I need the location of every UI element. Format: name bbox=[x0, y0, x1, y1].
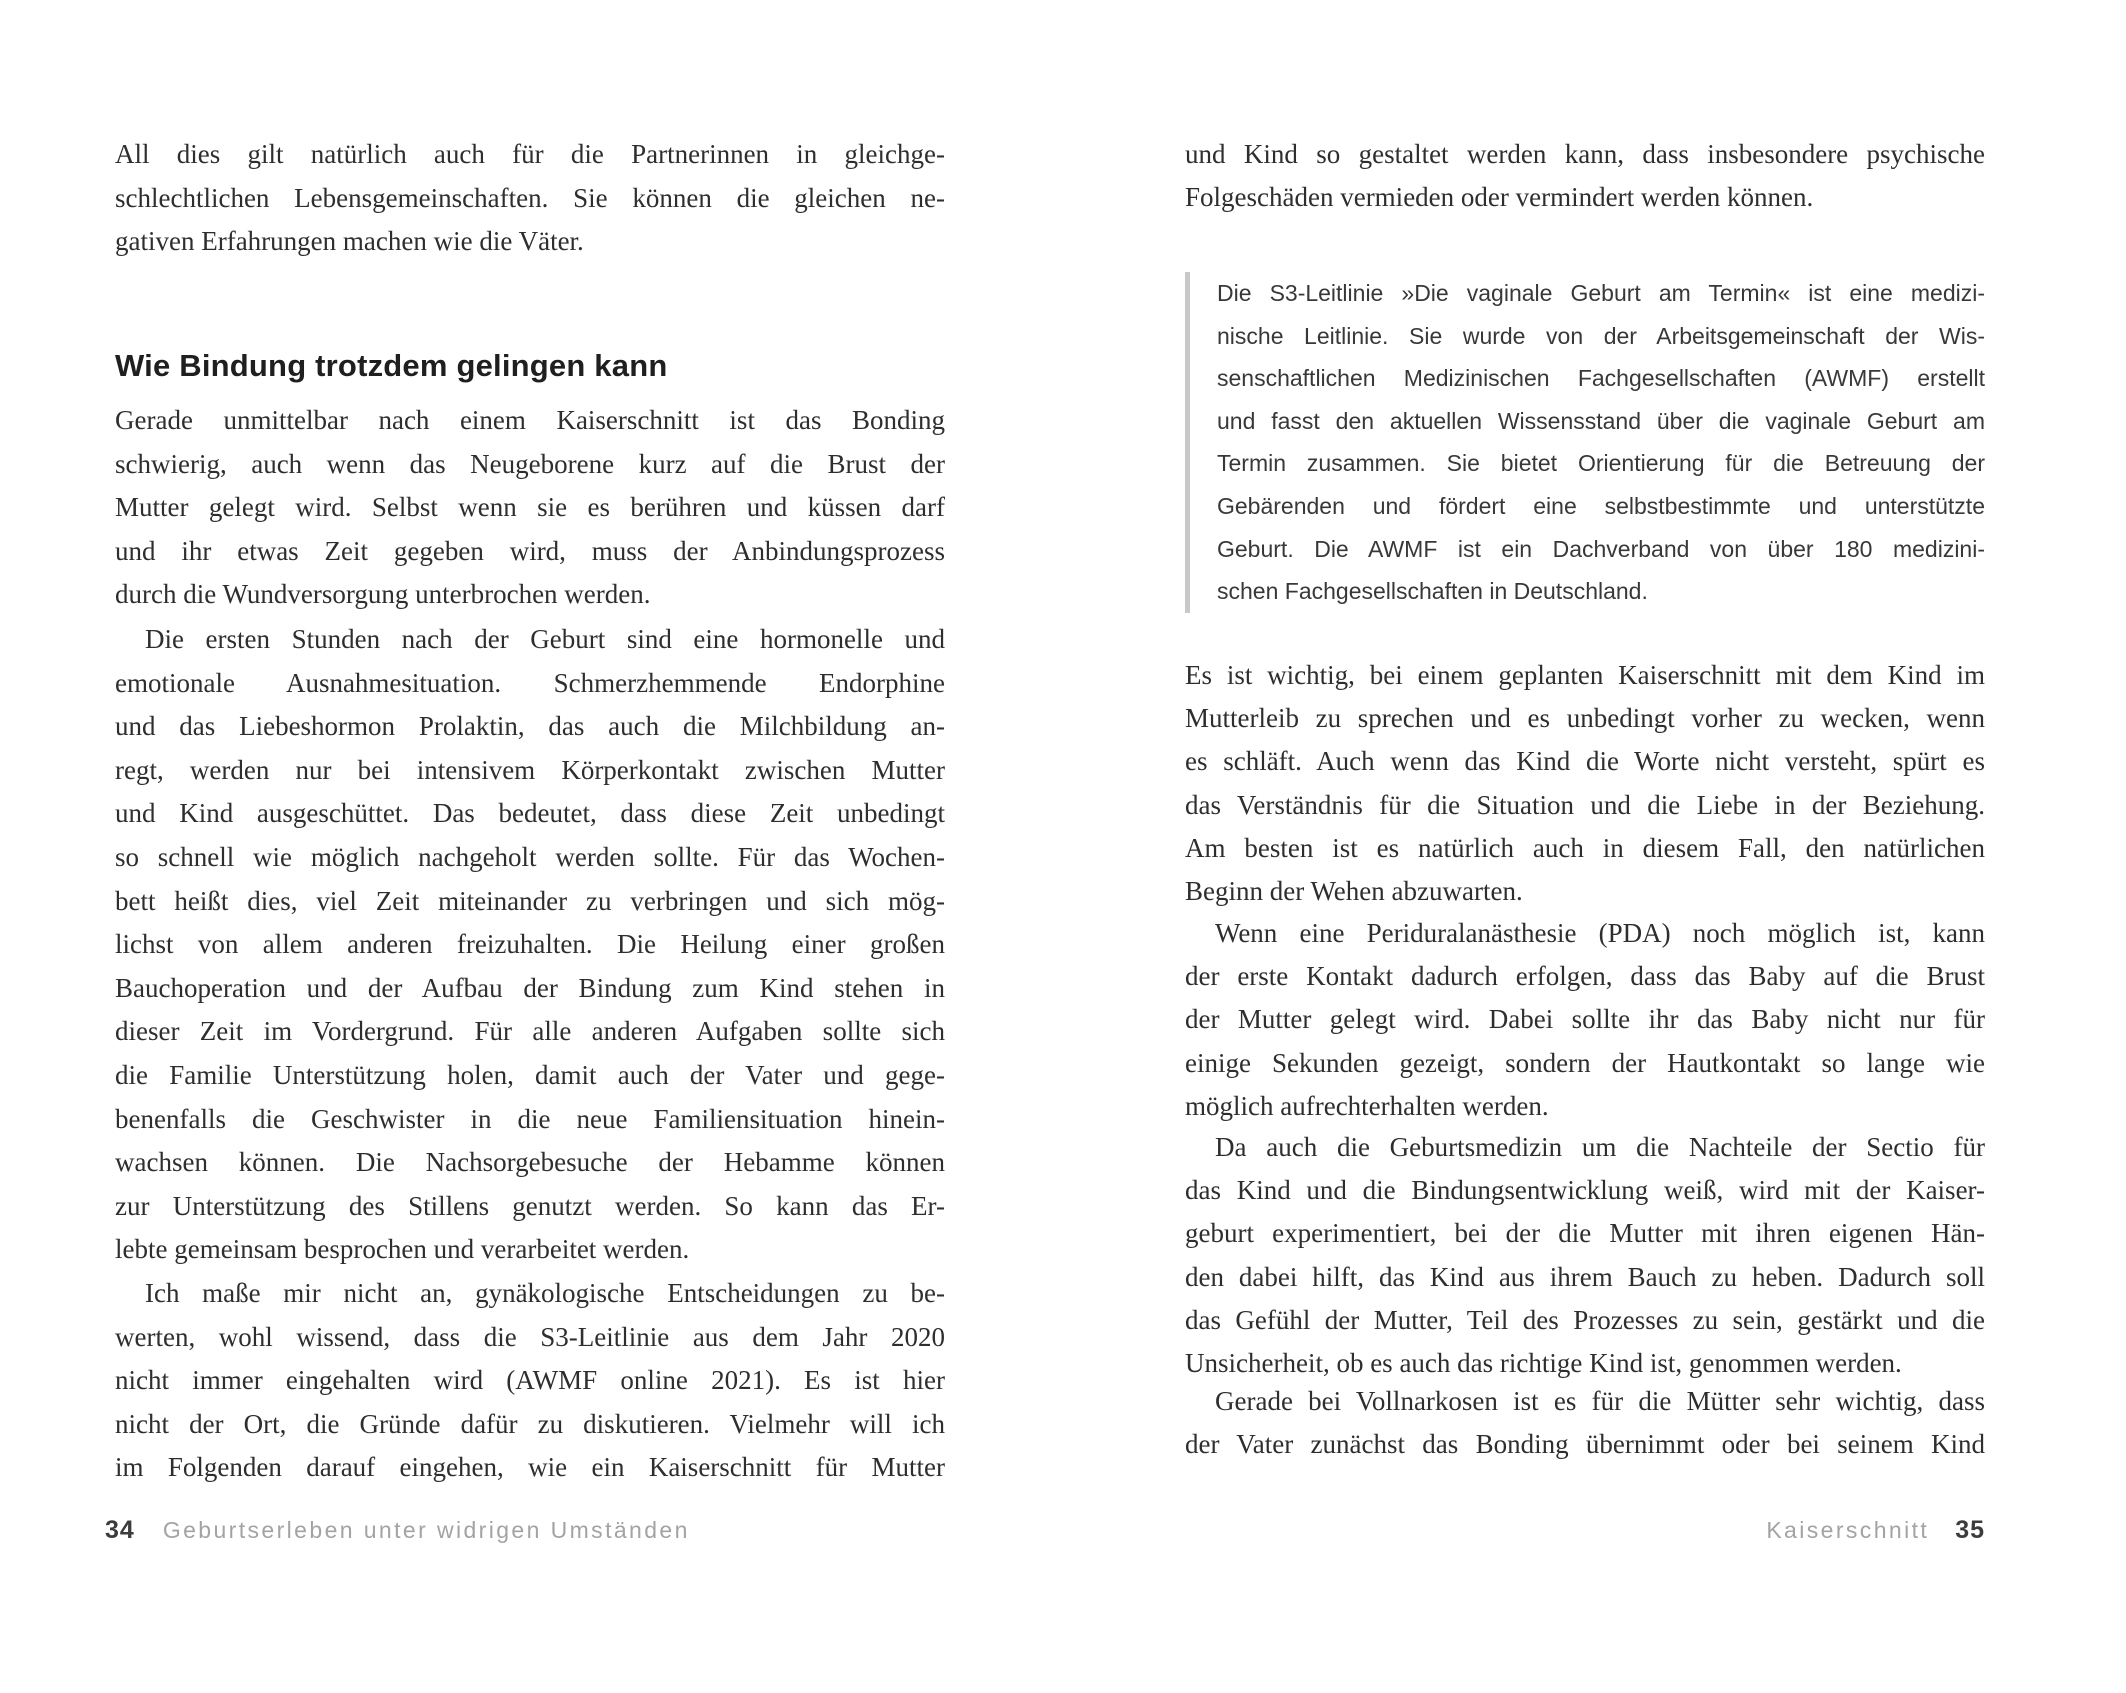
text-line: Gerade bei Vollnarkosen ist es für die Mütter sehr wichtig, dass bbox=[1215, 1386, 1985, 1416]
text-line: zur Unterstützung des Stillens genutzt werden. So kann das Er- bbox=[115, 1190, 945, 1221]
text-line: nicht immer eingehalten wird (AWMF online 2021). Es ist hier bbox=[115, 1365, 945, 1396]
text-line: wachsen können. Die Nachsorgebesuche der Hebamme können bbox=[115, 1147, 945, 1178]
text-line: benenfalls die Geschwister in die neue Familiensituation hinein- bbox=[115, 1103, 945, 1134]
paragraph bbox=[115, 399, 945, 617]
text-line: Die S3-Leitlinie »Die vaginale Geburt am Termin« ist eine medizi- bbox=[1217, 280, 1985, 306]
text-line: und das Liebeshormon Prolaktin, das auch die Milchbildung an- bbox=[115, 711, 945, 742]
text-line: nische Leitlinie. Sie wurde von der Arbeitsgemeinschaft der Wis- bbox=[1217, 322, 1985, 349]
section-heading: Wie Bindung trotzdem gelingen kann bbox=[115, 348, 668, 383]
paragraph-continued-from-left-page bbox=[1185, 133, 1985, 219]
text-line: so schnell wie möglich nachgeholt werden sollte. Für das Wochen- bbox=[115, 841, 945, 872]
text-line: einige Sekunden gezeigt, sondern der Hautkontakt so lange wie bbox=[1185, 1047, 1985, 1078]
text-line: regt, werden nur bei intensivem Körperkontakt zwischen Mutter bbox=[115, 754, 945, 785]
text-line: lebte gemeinsam besprochen und verarbeitet werden. bbox=[115, 1234, 690, 1265]
text-line: das Verständnis für die Situation und die Liebe in der Beziehung. bbox=[1185, 789, 1985, 820]
text-line: senschaftlichen Medizinischen Fachgesellschaften (AWMF) erstellt bbox=[1217, 365, 1985, 392]
text-line: es schläft. Auch wenn das Kind die Worte nicht versteht, spürt es bbox=[1185, 746, 1985, 777]
text-line: möglich aufrechterhalten werden. bbox=[1185, 1090, 1549, 1121]
text-line: Die ersten Stunden nach der Geburt sind eine hormonelle und bbox=[145, 624, 945, 654]
leitlinie-callout-box bbox=[1185, 272, 1985, 613]
text-line: die Familie Unterstützung holen, damit auch der Vater und gege- bbox=[115, 1059, 945, 1090]
text-line: Termin zusammen. Sie bietet Orientierung für die Betreuung der bbox=[1217, 450, 1985, 477]
text-line: und Kind ausgeschüttet. Das bedeutet, dass diese Zeit unbedingt bbox=[115, 798, 945, 829]
text-line: Gerade unmittelbar nach einem Kaiserschnitt ist das Bonding bbox=[115, 405, 945, 435]
text-line: Unsicherheit, ob es auch das richtige Kind ist, genommen werden. bbox=[1185, 1348, 1902, 1379]
text-line: schen Fachgesellschaften in Deutschland. bbox=[1217, 578, 1648, 605]
text-line: im Folgenden darauf eingehen, wie ein Kaiserschnitt für Mutter bbox=[115, 1452, 945, 1483]
text-line: und ihr etwas Zeit gegeben wird, muss der Anbindungsprozess bbox=[115, 535, 945, 566]
text-line: Es ist wichtig, bei einem geplanten Kaiserschnitt mit dem Kind im bbox=[1185, 660, 1985, 690]
page-number: 34 bbox=[105, 1516, 135, 1544]
text-line: der Vater zunächst das Bonding übernimmt oder bei seinem Kind bbox=[1185, 1429, 1985, 1460]
text-line: dieser Zeit im Vordergrund. Für alle anderen Aufgaben sollte sich bbox=[115, 1016, 945, 1047]
text-line: Gebärenden und fördert eine selbstbestimmte und unterstützte bbox=[1217, 492, 1985, 519]
text-line: emotionale Ausnahmesituation. Schmerzhemmende Endorphine bbox=[115, 667, 945, 698]
paragraph bbox=[115, 618, 945, 1272]
paragraph-continued-intro bbox=[115, 133, 945, 264]
text-line: Wenn eine Periduralanästhesie (PDA) noch möglich ist, kann bbox=[1215, 918, 1985, 948]
text-line: geburt experimentiert, bei der die Mutter mit ihren eigenen Hän- bbox=[1185, 1218, 1985, 1249]
page-footer-right bbox=[1766, 1516, 1985, 1545]
text-line: schwierig, auch wenn das Neugeborene kurz auf die Brust der bbox=[115, 448, 945, 479]
text-line: All dies gilt natürlich auch für die Partnerinnen in gleichge- bbox=[115, 139, 945, 169]
text-line: Da auch die Geburtsmedizin um die Nachteile der Sectio für bbox=[1215, 1132, 1985, 1162]
text-line: Geburt. Die AWMF ist ein Dachverband von über 180 medizini- bbox=[1217, 535, 1985, 562]
text-line: Mutter gelegt wird. Selbst wenn sie es berühren und küssen darf bbox=[115, 492, 945, 523]
text-line: lichst von allem anderen freizuhalten. Die Heilung einer großen bbox=[115, 929, 945, 960]
text-line: und Kind so gestaltet werden kann, dass insbesondere psychische bbox=[1185, 139, 1985, 169]
text-line: der Mutter gelegt wird. Dabei sollte ihr das Baby nicht nur für bbox=[1185, 1004, 1985, 1035]
text-line: Am besten ist es natürlich auch in diesem Fall, den natürlichen bbox=[1185, 832, 1985, 863]
text-line: und fasst den aktuellen Wissensstand über die vaginale Geburt am bbox=[1217, 407, 1985, 434]
paragraph-continues-next-page bbox=[115, 1272, 945, 1490]
text-line: Mutterleib zu sprechen und es unbedingt vorher zu wecken, wenn bbox=[1185, 703, 1985, 734]
chapter-label: Geburtserleben unter widrigen Umständen bbox=[162, 1517, 690, 1543]
text-line: gativen Erfahrungen machen wie die Väter. bbox=[115, 226, 584, 257]
text-line: den dabei hilft, das Kind aus ihrem Bauch zu heben. Dadurch soll bbox=[1185, 1261, 1985, 1292]
text-line: Beginn der Wehen abzuwarten. bbox=[1185, 876, 1523, 907]
page-footer-left bbox=[105, 1516, 690, 1545]
paragraph-continues-next-page bbox=[1185, 1380, 1985, 1466]
text-line: durch die Wundversorgung unterbrochen werden. bbox=[115, 579, 651, 610]
text-line: das Kind und die Bindungsentwicklung weiß, wird mit der Kaiser- bbox=[1185, 1175, 1985, 1206]
text-line: Bauchoperation und der Aufbau der Bindung zum Kind stehen in bbox=[115, 972, 945, 1003]
paragraph bbox=[1185, 912, 1985, 1128]
section-label: Kaiserschnitt bbox=[1766, 1517, 1930, 1543]
text-line: schlechtlichen Lebensgemeinschaften. Sie können die gleichen ne- bbox=[115, 182, 945, 213]
text-line: der erste Kontakt dadurch erfolgen, dass das Baby auf die Brust bbox=[1185, 961, 1985, 992]
text-line: das Gefühl der Mutter, Teil des Prozesses zu sein, gestärkt und die bbox=[1185, 1304, 1985, 1335]
paragraph bbox=[1185, 654, 1985, 913]
text-line: Folgeschäden vermieden oder vermindert werden können. bbox=[1185, 182, 1814, 213]
page-number: 35 bbox=[1955, 1516, 1985, 1544]
text-line: werten, wohl wissend, dass die S3-Leitlinie aus dem Jahr 2020 bbox=[115, 1321, 945, 1352]
text-line: nicht der Ort, die Gründe dafür zu diskutieren. Vielmehr will ich bbox=[115, 1408, 945, 1439]
paragraph bbox=[1185, 1126, 1985, 1385]
text-line: Ich maße mir nicht an, gynäkologische Entscheidungen zu be- bbox=[145, 1278, 945, 1308]
text-line: bett heißt dies, viel Zeit miteinander zu verbringen und sich mög- bbox=[115, 885, 945, 916]
